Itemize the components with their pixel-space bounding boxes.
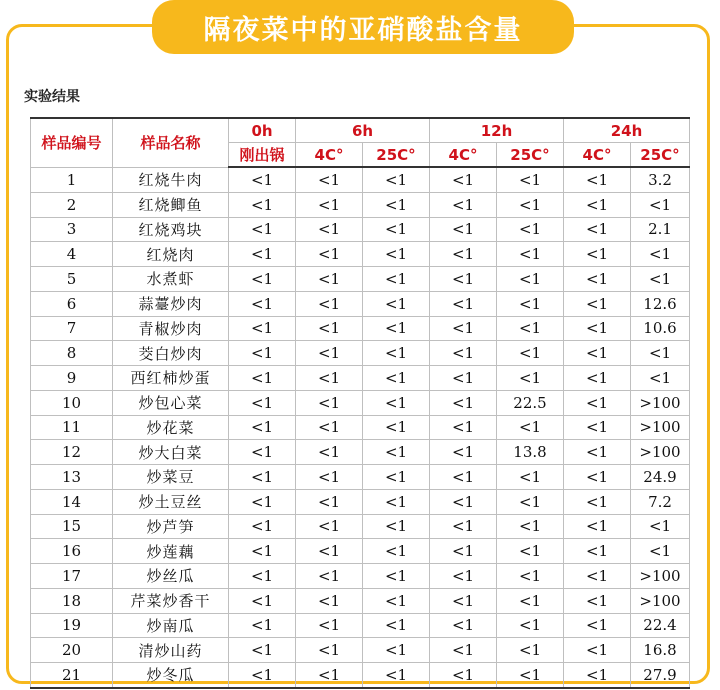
cell-value: >100	[631, 588, 690, 613]
cell-value: <1	[229, 242, 296, 267]
cell-value: <1	[564, 341, 631, 366]
header-sub-fresh: 刚出锅	[229, 143, 296, 168]
cell-sample-name: 炒冬瓜	[113, 663, 229, 688]
cell-sample-name: 红烧鸡块	[113, 217, 229, 242]
cell-value: <1	[497, 663, 564, 688]
table-row	[31, 539, 690, 564]
cell-value: <1	[229, 167, 296, 192]
cell-value: <1	[430, 588, 497, 613]
table-row	[31, 588, 690, 613]
cell-sample-name: 炒丝瓜	[113, 564, 229, 589]
cell-value: <1	[363, 514, 430, 539]
cell-value: <1	[497, 267, 564, 292]
cell-value: <1	[430, 242, 497, 267]
cell-value: <1	[363, 366, 430, 391]
cell-value: >100	[631, 564, 690, 589]
cell-value: <1	[497, 366, 564, 391]
cell-value: <1	[363, 217, 430, 242]
cell-value: <1	[497, 341, 564, 366]
header-sub-6h-4c: 4C°	[296, 143, 363, 168]
cell-value: <1	[430, 564, 497, 589]
cell-value: <1	[296, 588, 363, 613]
cell-value: <1	[430, 613, 497, 638]
cell-value: <1	[296, 613, 363, 638]
cell-value: <1	[497, 564, 564, 589]
table-row	[31, 366, 690, 391]
cell-sample-name: 炒包心菜	[113, 390, 229, 415]
cell-value: <1	[497, 167, 564, 192]
cell-sample-no: 9	[31, 366, 113, 391]
cell-value: <1	[564, 638, 631, 663]
cell-value: <1	[430, 267, 497, 292]
cell-value: <1	[363, 588, 430, 613]
cell-value: <1	[430, 465, 497, 490]
cell-value: <1	[296, 192, 363, 217]
cell-value: <1	[363, 167, 430, 192]
cell-value: <1	[430, 489, 497, 514]
table-row	[31, 291, 690, 316]
cell-sample-no: 8	[31, 341, 113, 366]
cell-value: <1	[296, 242, 363, 267]
cell-value: <1	[229, 564, 296, 589]
table-row	[31, 415, 690, 440]
cell-sample-no: 20	[31, 638, 113, 663]
cell-value: <1	[296, 514, 363, 539]
cell-value: <1	[229, 341, 296, 366]
cell-value: <1	[296, 341, 363, 366]
cell-sample-no: 1	[31, 167, 113, 192]
cell-value: <1	[296, 539, 363, 564]
cell-value: <1	[430, 291, 497, 316]
table-row	[31, 638, 690, 663]
cell-sample-name: 炒菜豆	[113, 465, 229, 490]
cell-value: <1	[296, 465, 363, 490]
cell-value: <1	[564, 267, 631, 292]
cell-value: <1	[564, 564, 631, 589]
cell-sample-name: 炒芦笋	[113, 514, 229, 539]
cell-value: 22.4	[631, 613, 690, 638]
cell-value: <1	[564, 539, 631, 564]
cell-value: <1	[631, 267, 690, 292]
cell-sample-name: 西红柿炒蛋	[113, 366, 229, 391]
cell-value: <1	[363, 341, 430, 366]
results-table	[30, 117, 690, 689]
cell-value: <1	[296, 316, 363, 341]
table-row	[31, 267, 690, 292]
cell-sample-name: 芹菜炒香干	[113, 588, 229, 613]
table-row	[31, 242, 690, 267]
cell-value: <1	[296, 167, 363, 192]
cell-value: <1	[564, 316, 631, 341]
cell-value: <1	[363, 465, 430, 490]
cell-value: 16.8	[631, 638, 690, 663]
cell-sample-no: 13	[31, 465, 113, 490]
cell-value: <1	[564, 465, 631, 490]
cell-value: <1	[363, 242, 430, 267]
header-group-6h: 6h	[296, 118, 430, 143]
cell-value: <1	[363, 267, 430, 292]
header-row-groups	[31, 118, 690, 143]
table-row	[31, 564, 690, 589]
cell-sample-name: 蒜薹炒肉	[113, 291, 229, 316]
cell-value: <1	[497, 415, 564, 440]
header-sub-24h-25c: 25C°	[631, 143, 690, 168]
cell-value: <1	[229, 588, 296, 613]
cell-value: <1	[564, 489, 631, 514]
cell-value: <1	[296, 489, 363, 514]
cell-sample-no: 12	[31, 440, 113, 465]
table-row	[31, 192, 690, 217]
cell-value: <1	[229, 217, 296, 242]
cell-value: 12.6	[631, 291, 690, 316]
cell-value: <1	[363, 663, 430, 688]
cell-value: 13.8	[497, 440, 564, 465]
cell-value: <1	[430, 514, 497, 539]
cell-sample-no: 6	[31, 291, 113, 316]
header-sample-no: 样品编号	[31, 118, 113, 167]
cell-value: <1	[363, 291, 430, 316]
table-row	[31, 465, 690, 490]
cell-value: <1	[296, 663, 363, 688]
cell-value: <1	[497, 291, 564, 316]
cell-value: 22.5	[497, 390, 564, 415]
cell-sample-no: 10	[31, 390, 113, 415]
cell-value: <1	[497, 242, 564, 267]
cell-sample-name: 青椒炒肉	[113, 316, 229, 341]
cell-value: <1	[497, 192, 564, 217]
cell-value: <1	[564, 192, 631, 217]
cell-sample-no: 2	[31, 192, 113, 217]
cell-value: <1	[631, 242, 690, 267]
cell-value: <1	[631, 192, 690, 217]
cell-value: <1	[363, 316, 430, 341]
cell-sample-name: 炒土豆丝	[113, 489, 229, 514]
cell-sample-name: 红烧鲫鱼	[113, 192, 229, 217]
cell-value: <1	[564, 242, 631, 267]
table-row	[31, 390, 690, 415]
cell-sample-name: 水煮虾	[113, 267, 229, 292]
cell-value: <1	[564, 613, 631, 638]
cell-value: 27.9	[631, 663, 690, 688]
cell-value: <1	[363, 440, 430, 465]
cell-sample-name: 红烧牛肉	[113, 167, 229, 192]
cell-value: <1	[296, 638, 363, 663]
cell-value: <1	[363, 613, 430, 638]
cell-value: <1	[430, 217, 497, 242]
cell-value: <1	[564, 588, 631, 613]
cell-sample-no: 14	[31, 489, 113, 514]
cell-sample-name: 炒大白菜	[113, 440, 229, 465]
cell-value: <1	[363, 192, 430, 217]
table-row	[31, 316, 690, 341]
cell-value: <1	[229, 663, 296, 688]
cell-value: 10.6	[631, 316, 690, 341]
cell-value: <1	[497, 465, 564, 490]
cell-value: <1	[229, 613, 296, 638]
cell-sample-no: 21	[31, 663, 113, 688]
cell-sample-no: 4	[31, 242, 113, 267]
cell-value: <1	[430, 192, 497, 217]
header-sub-12h-25c: 25C°	[497, 143, 564, 168]
cell-sample-name: 炒花菜	[113, 415, 229, 440]
cell-sample-name: 茭白炒肉	[113, 341, 229, 366]
cell-value: <1	[564, 291, 631, 316]
cell-value: <1	[363, 638, 430, 663]
cell-value: <1	[296, 291, 363, 316]
cell-value: <1	[564, 167, 631, 192]
table-row	[31, 167, 690, 192]
cell-value: <1	[430, 341, 497, 366]
cell-sample-name: 炒南瓜	[113, 613, 229, 638]
cell-value: <1	[564, 415, 631, 440]
cell-value: <1	[564, 514, 631, 539]
cell-value: <1	[229, 539, 296, 564]
cell-value: <1	[564, 440, 631, 465]
cell-value: <1	[497, 613, 564, 638]
cell-value: <1	[430, 663, 497, 688]
cell-value: <1	[564, 390, 631, 415]
header-sub-24h-4c: 4C°	[564, 143, 631, 168]
cell-value: >100	[631, 390, 690, 415]
cell-sample-name: 炒莲藕	[113, 539, 229, 564]
cell-value: <1	[631, 539, 690, 564]
cell-value: <1	[296, 267, 363, 292]
cell-sample-name: 红烧肉	[113, 242, 229, 267]
cell-value: <1	[296, 415, 363, 440]
cell-value: <1	[497, 489, 564, 514]
cell-value: <1	[631, 514, 690, 539]
cell-sample-no: 3	[31, 217, 113, 242]
cell-value: <1	[631, 341, 690, 366]
cell-value: <1	[430, 415, 497, 440]
cell-value: <1	[229, 366, 296, 391]
table-row	[31, 663, 690, 688]
cell-sample-no: 18	[31, 588, 113, 613]
cell-value: <1	[631, 366, 690, 391]
cell-value: <1	[229, 390, 296, 415]
table-row	[31, 440, 690, 465]
cell-value: <1	[430, 638, 497, 663]
cell-value: <1	[296, 564, 363, 589]
cell-value: <1	[229, 267, 296, 292]
cell-value: <1	[430, 316, 497, 341]
header-sample-name: 样品名称	[113, 118, 229, 167]
cell-value: <1	[363, 489, 430, 514]
table-body	[31, 167, 690, 688]
cell-value: <1	[430, 440, 497, 465]
cell-value: <1	[296, 366, 363, 391]
cell-sample-no: 15	[31, 514, 113, 539]
cell-value: <1	[363, 564, 430, 589]
cell-value: <1	[229, 192, 296, 217]
cell-value: 2.1	[631, 217, 690, 242]
cell-value: <1	[296, 390, 363, 415]
table-row	[31, 341, 690, 366]
cell-value: <1	[497, 514, 564, 539]
cell-value: >100	[631, 440, 690, 465]
cell-sample-no: 11	[31, 415, 113, 440]
cell-value: <1	[229, 291, 296, 316]
header-group-0h: 0h	[229, 118, 296, 143]
cell-value: <1	[229, 489, 296, 514]
cell-value: <1	[296, 440, 363, 465]
cell-sample-name: 清炒山药	[113, 638, 229, 663]
cell-value: <1	[229, 514, 296, 539]
cell-value: <1	[430, 366, 497, 391]
table-row	[31, 514, 690, 539]
cell-value: <1	[497, 316, 564, 341]
cell-value: <1	[363, 539, 430, 564]
header-sub-6h-25c: 25C°	[363, 143, 430, 168]
cell-value: <1	[296, 217, 363, 242]
cell-value: <1	[363, 415, 430, 440]
cell-value: <1	[363, 390, 430, 415]
header-group-12h: 12h	[430, 118, 564, 143]
cell-value: 3.2	[631, 167, 690, 192]
cell-value: <1	[430, 390, 497, 415]
cell-value: <1	[229, 638, 296, 663]
header-group-24h: 24h	[564, 118, 690, 143]
cell-value: <1	[497, 539, 564, 564]
cell-value: 24.9	[631, 465, 690, 490]
title-banner: 隔夜菜中的亚硝酸盐含量	[152, 0, 574, 54]
cell-value: <1	[564, 366, 631, 391]
cell-sample-no: 7	[31, 316, 113, 341]
cell-sample-no: 17	[31, 564, 113, 589]
header-sub-12h-4c: 4C°	[430, 143, 497, 168]
cell-value: <1	[497, 217, 564, 242]
cell-value: <1	[564, 663, 631, 688]
cell-value: <1	[229, 316, 296, 341]
section-label: 实验结果	[24, 89, 80, 105]
cell-value: >100	[631, 415, 690, 440]
cell-value: <1	[497, 638, 564, 663]
cell-value: <1	[430, 167, 497, 192]
cell-value: <1	[229, 415, 296, 440]
cell-value: <1	[229, 465, 296, 490]
cell-sample-no: 19	[31, 613, 113, 638]
cell-value: <1	[497, 588, 564, 613]
table-row	[31, 217, 690, 242]
table-row	[31, 489, 690, 514]
cell-value: <1	[430, 539, 497, 564]
cell-value: <1	[229, 440, 296, 465]
cell-value: 7.2	[631, 489, 690, 514]
cell-sample-no: 16	[31, 539, 113, 564]
cell-value: <1	[564, 217, 631, 242]
cell-sample-no: 5	[31, 267, 113, 292]
table-row	[31, 613, 690, 638]
